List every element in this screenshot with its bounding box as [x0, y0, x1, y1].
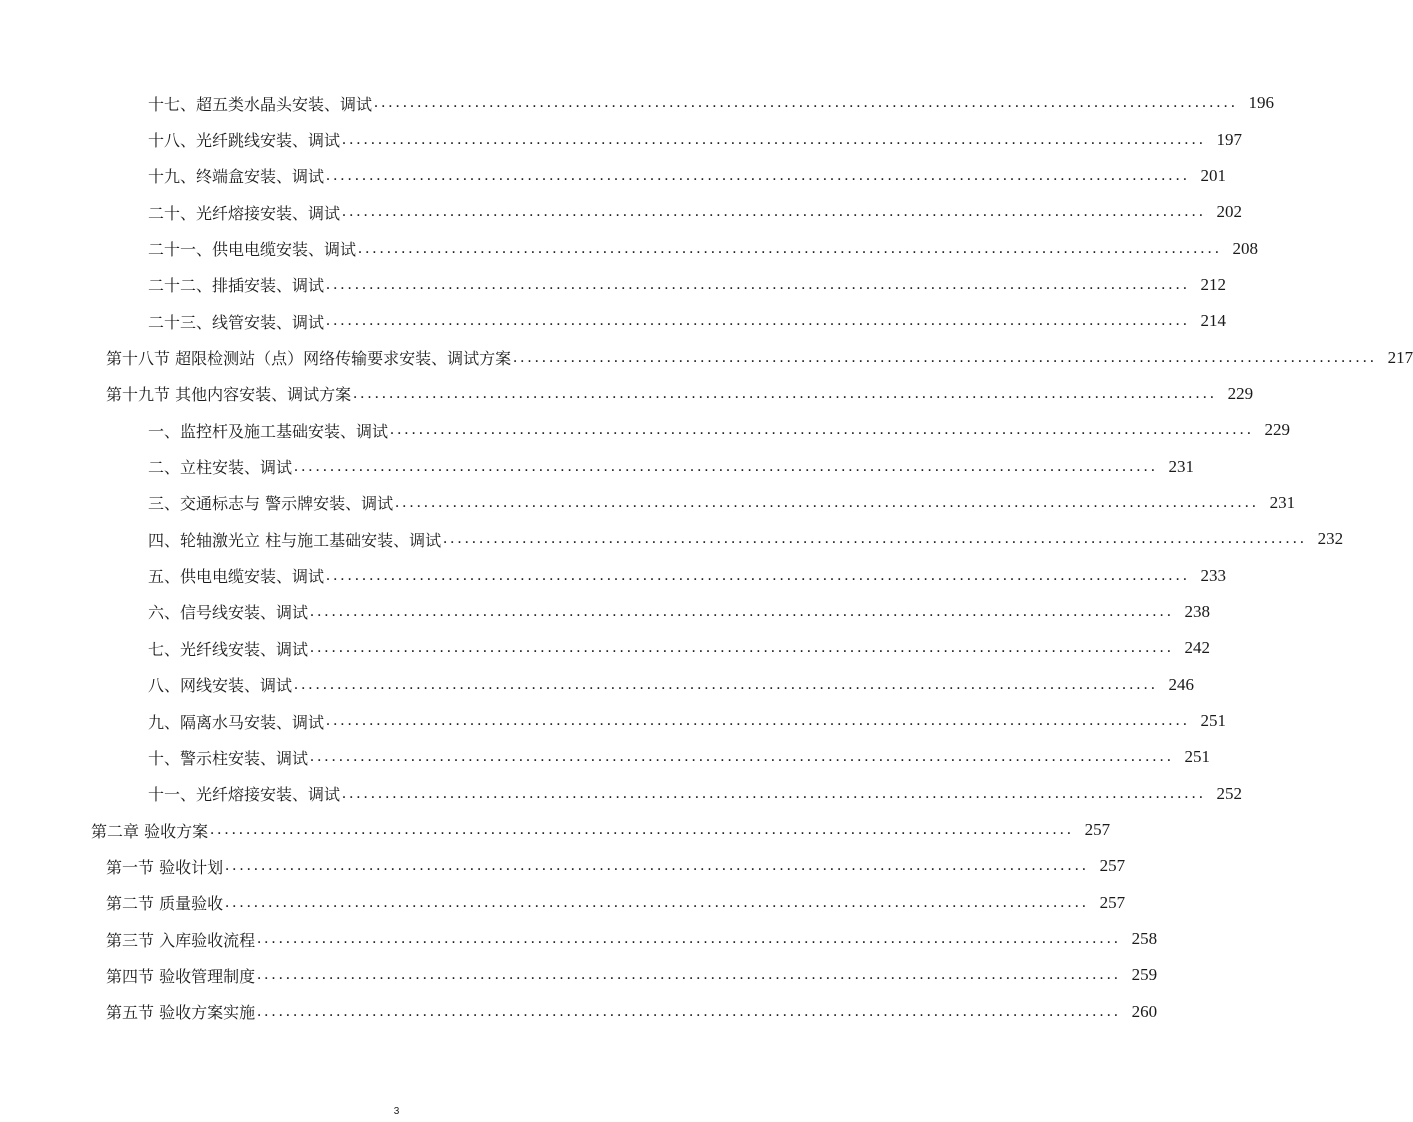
dot-leader: ........................................................................................................................: [353, 384, 1218, 402]
toc-entry[interactable]: [0, 194, 1243, 230]
dot-leader: ........................................................................................................................: [342, 203, 1207, 221]
toc-entry-page: 202: [1216, 202, 1243, 222]
dot-leader: ........................................................................................................................: [390, 421, 1255, 439]
toc-entry-title: 十七、超五类水晶头安装、调试: [148, 94, 373, 114]
toc-entry-page: 232: [1317, 529, 1344, 549]
dot-leader: ........................................................................................................................: [225, 857, 1090, 875]
toc-entry-page: 231: [1269, 492, 1296, 512]
toc-entry-page: 233: [1200, 565, 1227, 585]
toc-entry-title: 十八、光纤跳线安装、调试: [148, 131, 341, 151]
toc-entry-page: 196: [1248, 93, 1275, 113]
toc-entry-title: 三、交通标志与 警示牌安装、调试: [148, 494, 394, 514]
toc-entry-title: 二、立柱安装、调试: [148, 458, 293, 478]
toc-entry-title: 六、信号线安装、调试: [148, 603, 309, 623]
toc-entry-title: 十、警示柱安装、调试: [148, 748, 309, 768]
toc-entry[interactable]: [0, 776, 1243, 812]
toc-entry[interactable]: [0, 594, 1211, 630]
toc-entry-page: 258: [1131, 929, 1158, 949]
toc-entry[interactable]: [0, 339, 1413, 375]
toc-entry-title: 二十三、线管安装、调试: [148, 312, 325, 332]
dot-leader: ........................................................................................................................: [294, 675, 1159, 693]
toc-entry[interactable]: [0, 412, 1291, 448]
toc-entry-title: 四、轮轴激光立 柱与施工基础安装、调试: [148, 530, 442, 550]
toc-entry-page: 201: [1200, 165, 1227, 185]
toc-entry-page: 257: [1099, 892, 1126, 912]
dot-leader: ........................................................................................................................: [326, 275, 1191, 293]
toc-entry[interactable]: [0, 848, 1126, 884]
dot-leader: ........................................................................................................................: [358, 239, 1223, 257]
toc-entry-page: 260: [1131, 1001, 1158, 1021]
dot-leader: ........................................................................................................................: [342, 130, 1207, 148]
toc-entry-page: 197: [1216, 129, 1243, 149]
dot-leader: ........................................................................................................................: [342, 784, 1207, 802]
toc-entry[interactable]: [0, 703, 1227, 739]
page-number: 3: [393, 1106, 400, 1117]
toc-entry[interactable]: [0, 885, 1126, 921]
toc-entry[interactable]: [0, 921, 1158, 957]
dot-leader: ........................................................................................................................: [513, 348, 1378, 366]
toc-entry[interactable]: [0, 158, 1227, 194]
table-of-contents: [0, 85, 1413, 1030]
toc-entry-title: 二十、光纤熔接安装、调试: [148, 203, 341, 223]
toc-entry-title: 第十九节 其他内容安装、调试方案: [106, 385, 352, 405]
toc-entry[interactable]: [0, 485, 1296, 521]
toc-entry-page: 238: [1184, 601, 1211, 621]
toc-entry-page: 257: [1099, 856, 1126, 876]
toc-entry[interactable]: [0, 667, 1195, 703]
toc-entry-page: 259: [1131, 965, 1158, 985]
toc-entry-page: 229: [1227, 383, 1254, 403]
dot-leader: ........................................................................................................................: [257, 966, 1122, 984]
dot-leader: ........................................................................................................................: [210, 821, 1075, 839]
dot-leader: ........................................................................................................................: [374, 94, 1239, 112]
toc-entry-page: 214: [1200, 311, 1227, 331]
toc-entry[interactable]: [0, 376, 1254, 412]
toc-entry[interactable]: [0, 121, 1243, 157]
dot-leader: ........................................................................................................................: [257, 930, 1122, 948]
toc-entry-title: 二十一、供电电缆安装、调试: [148, 240, 357, 260]
dot-leader: ........................................................................................................................: [310, 748, 1175, 766]
toc-entry[interactable]: [0, 448, 1195, 484]
toc-entry-page: 257: [1084, 820, 1111, 840]
toc-entry-page: 242: [1184, 638, 1211, 658]
toc-entry-page: 246: [1168, 674, 1195, 694]
toc-entry[interactable]: [0, 303, 1227, 339]
toc-entry[interactable]: [0, 994, 1158, 1030]
dot-leader: ........................................................................................................................: [310, 639, 1175, 657]
toc-entry[interactable]: [0, 85, 1275, 121]
toc-entry-title: 一、监控杆及施工基础安装、调试: [148, 421, 389, 441]
toc-entry-page: 251: [1200, 711, 1227, 731]
toc-entry[interactable]: [0, 812, 1111, 848]
toc-entry-title: 第五节 验收方案实施: [106, 1003, 256, 1023]
dot-leader: ........................................................................................................................: [326, 566, 1191, 584]
toc-entry-page: 217: [1387, 347, 1413, 367]
dot-leader: ........................................................................................................................: [395, 493, 1260, 511]
toc-entry[interactable]: [0, 521, 1344, 557]
toc-entry-title: 十一、光纤熔接安装、调试: [148, 785, 341, 805]
toc-entry[interactable]: [0, 630, 1211, 666]
dot-leader: ........................................................................................................................: [326, 166, 1191, 184]
toc-entry-title: 第二章 验收方案: [91, 821, 209, 841]
toc-entry-page: 251: [1184, 747, 1211, 767]
toc-entry-title: 二十二、排插安装、调试: [148, 276, 325, 296]
toc-entry-page: 252: [1216, 783, 1243, 803]
toc-entry-page: 208: [1232, 238, 1259, 258]
dot-leader: ........................................................................................................................: [443, 530, 1308, 548]
dot-leader: ........................................................................................................................: [326, 712, 1191, 730]
toc-entry-title: 十九、终端盒安装、调试: [148, 167, 325, 187]
toc-entry-title: 第四节 验收管理制度: [106, 966, 256, 986]
dot-leader: ........................................................................................................................: [294, 457, 1159, 475]
toc-entry-title: 第二节 质量验收: [106, 894, 224, 914]
toc-entry-title: 第十八节 超限检测站（点）网络传输要求安装、调试方案: [106, 349, 512, 369]
toc-entry[interactable]: [0, 267, 1227, 303]
toc-entry-title: 第三节 入库验收流程: [106, 930, 256, 950]
toc-entry-title: 第一节 验收计划: [106, 857, 224, 877]
toc-entry-title: 九、隔离水马安装、调试: [148, 712, 325, 732]
toc-entry[interactable]: [0, 957, 1158, 993]
toc-entry[interactable]: [0, 557, 1227, 593]
toc-entry-page: 229: [1264, 420, 1291, 440]
toc-entry-page: 212: [1200, 274, 1227, 294]
dot-leader: ........................................................................................................................: [225, 893, 1090, 911]
dot-leader: ........................................................................................................................: [310, 602, 1175, 620]
toc-entry-title: 七、光纤线安装、调试: [148, 639, 309, 659]
dot-leader: ........................................................................................................................: [326, 312, 1191, 330]
toc-entry-title: 八、网线安装、调试: [148, 676, 293, 696]
dot-leader: ........................................................................................................................: [257, 1002, 1122, 1020]
toc-entry[interactable]: [0, 739, 1211, 775]
toc-entry-title: 五、供电电缆安装、调试: [148, 567, 325, 587]
toc-entry[interactable]: [0, 230, 1259, 266]
toc-entry-page: 231: [1168, 456, 1195, 476]
